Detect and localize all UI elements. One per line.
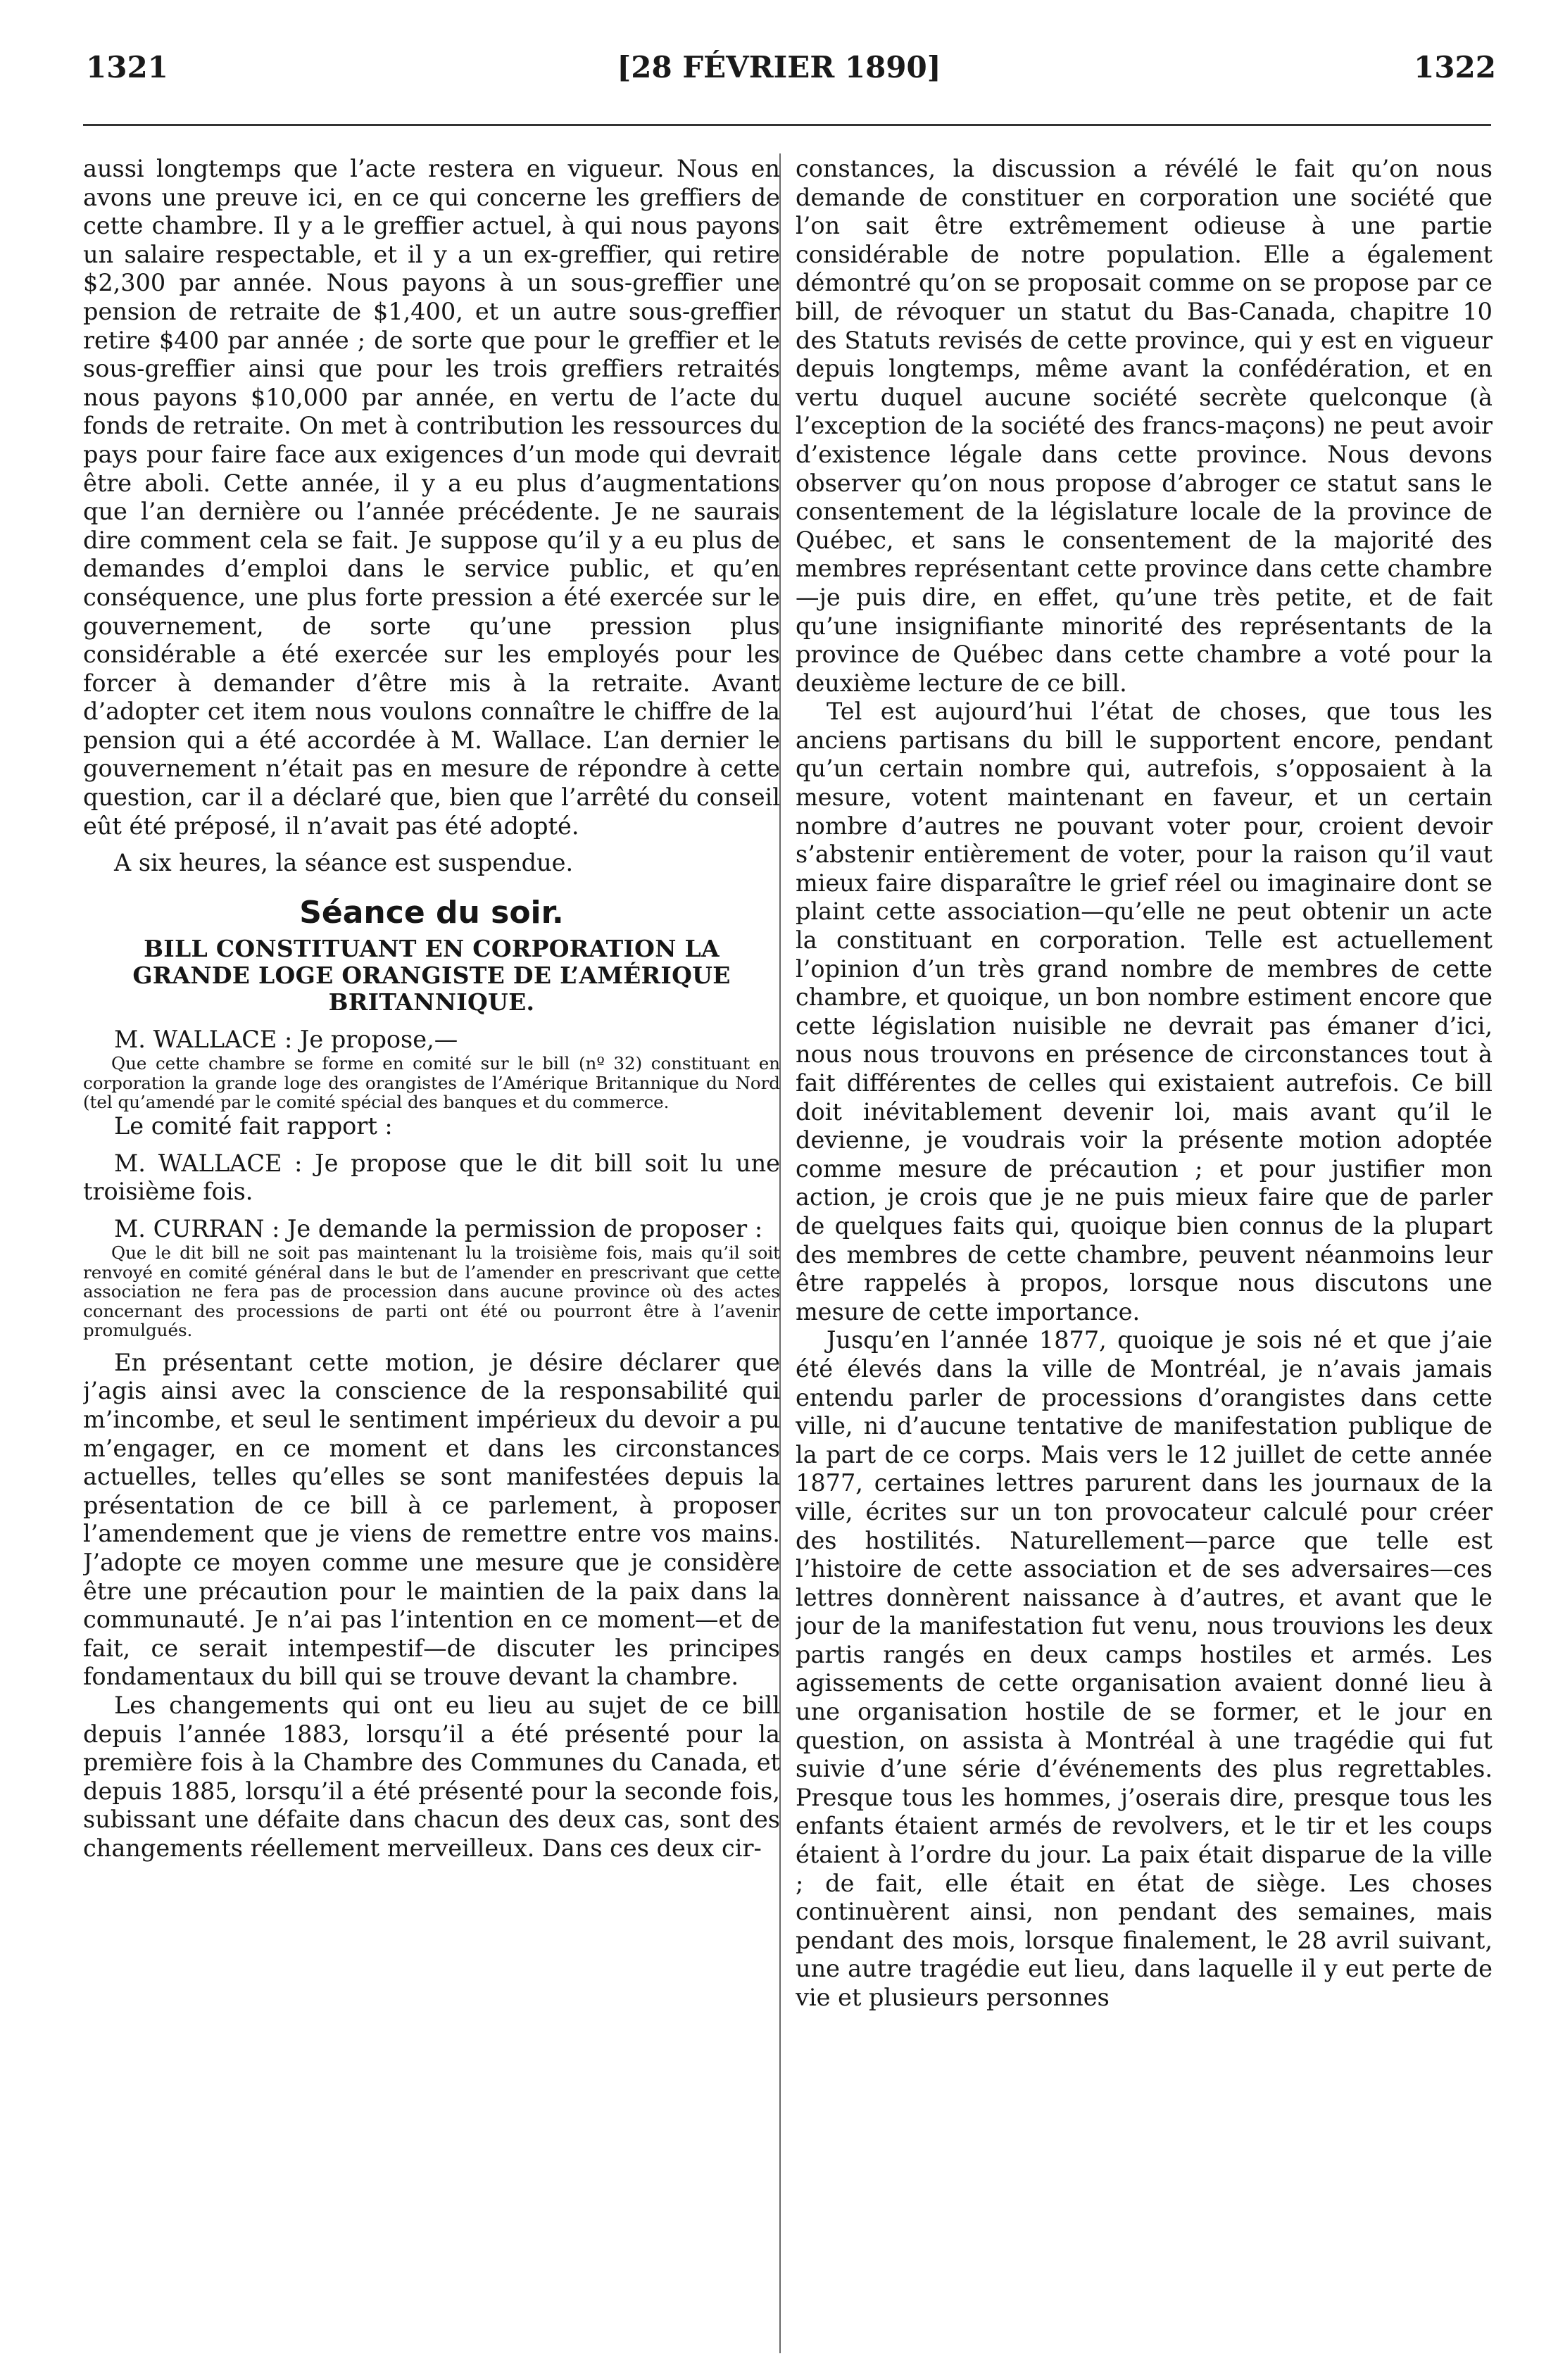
left-column xyxy=(83,155,780,2351)
paragraph: M. WALLACE : Je propose,— xyxy=(114,1025,458,1053)
motion-text: Que cette chambre se forme en comité sur le bill (nº 32) constituant en corporation la grande loge des orangistes de l’Amérique Britannique du Nord (tel qu’amendé par le comité spécial des banques et du commerce. xyxy=(83,1053,780,1113)
left-page-number: 1321 xyxy=(86,50,168,84)
paragraph: Le comité fait rapport : xyxy=(114,1112,393,1140)
paragraph: aussi longtemps que l’acte restera en vigueur. Nous en avons une preuve ici, en ce qui concerne les greffiers de cette chambre. Il y a le greffier actuel, à qui nous payons un salaire respectable, et il y a un ex-greffier, qui retire $2,300 par année. Nous payons à un sous-greffier une pension de retraite de $1,400, et un autre sous-greffier retire $400 par année ; de sorte que pour le greffier et le sous-greffier ainsi que pour les trois greffiers retraités nous payons $10,000 par année, en vertu de l’acte du fonds de retraite. On met à contribution les ressources du pays pour faire face aux exigences d’un mode qui devrait être aboli. Cette année, il y a eu plus d’augmentations que l’an dernière ou l’année précédente. Je ne saurais dire comment cela se fait. Je suppose qu’il y a eu plus de demandes d’emploi dans le service public, et qu’en conséquence, une plus forte pression a été exercée sur le gouvernement, de sorte qu’une pression plus considérable a été exercée sur les employés pour les forcer à demander d’être mis à la retraite. Avant d’adopter cet item nous voulons connaître le chiffre de la pension qui a été accordée à M. Wallace. L’an dernier le gouvernement n’était pas en mesure de répondre à cette question, car il a déclaré que, bien que l’arrêté du conseil eût été préposé, il n’avait pas été adopté. xyxy=(83,155,780,840)
motion-text: Que le dit bill ne soit pas maintenant lu la troisième fois, mais qu’il soit renvoyé en comité général dans le but de l’amender en prescrivant que cette association ne fera pas de procession dans aucune province où des actes concernant des processions de parti ont été ou pourront être à l’avenir promulgués. xyxy=(83,1242,780,1341)
paragraph: Les changements qui ont eu lieu au sujet de ce bill depuis l’année 1883, lorsqu’il a été présenté pour la première fois à la Chambre des Communes du Canada, et depuis 1885, lorsqu’il a été présenté pour la seconde fois, subissant une défaite dans chacun des deux cas, sont des changements réellement merveilleux. Dans ces deux cir- xyxy=(83,1691,780,1862)
paragraph: M. WALLACE : Je propose que le dit bill soit lu une troisième fois. xyxy=(83,1149,780,1206)
date-heading: [28 FÉVRIER 1890] xyxy=(617,50,941,84)
paragraph: Jusqu’en l’année 1877, quoique je sois né et que j’aie été élevés dans la ville de Montréal, je n’avais jamais entendu parler de processions d’orangistes dans cette ville, ni d’aucune tentative de manifestation publique de la part de ce corps. Mais vers le 12 juillet de cette année 1877, certaines lettres parurent dans les journaux de la ville, écrites sur un ton provocateur calculé pour créer des hostilités. Naturellement—parce que telle est l’histoire de cette association et de ses adversaires—ces lettres donnèrent naissance à d’autres, et avant que le jour de la manifestation fut venu, nous trouvions les deux partis rangés en deux camps hostiles et armés. Les agissements de cette organisation avaient donné lieu à une organisation hostile de se former, et le jour en question, on assista à Montréal à une tragédie qui fut suivie d’une série d’événements des plus regrettables. Presque tous les hommes, j’oserais dire, presque tous les enfants étaient armés de revolvers, et le tir et les coups étaient à l’ordre du jour. La paix était disparue de la ville ; de fait, elle était en état de siège. Les choses continuèrent ainsi, non pendant des semaines, mais pendant des mois, lorsque finalement, le 28 avril suivant, une autre tragédie eut lieu, dans laquelle il y eut perte de vie et plusieurs personnes xyxy=(796,1326,1493,2011)
bill-heading: BILL CONSTITUANT EN CORPORATION LA GRANDE LOGE ORANGISTE DE L’AMÉRIQUE BRITANNIQUE. xyxy=(132,934,731,1016)
paragraph: En présentant cette motion, je désire déclarer que j’agis ainsi avec la conscience de la responsabilité qui m’incombe, et seul le sentiment impérieux du devoir a pu m’engager, en ce moment et dans les circonstances actuelles, telles qu’elles se sont manifestées depuis la présentation de ce bill à ce parlement, à proposer l’amendement que je viens de remettre entre vos mains. J’adopte ce moyen comme une mesure que je considère être une précaution pour le maintien de la paix dans la communauté. Je n’ai pas l’intention en ce moment—et de fait, ce serait intempestif—de discuter les principes fondamentaux du bill qui se trouve devant la chambre. xyxy=(83,1348,780,1691)
right-column xyxy=(796,155,1493,2351)
right-page-number: 1322 xyxy=(1414,50,1496,84)
paragraph: A six heures, la séance est suspendue. xyxy=(114,849,574,877)
paragraph: M. CURRAN : Je demande la permission de proposer : xyxy=(114,1214,763,1242)
section-title: Séance du soir. xyxy=(299,894,564,931)
page-header xyxy=(0,0,1558,141)
header-rule xyxy=(83,124,1491,126)
paragraph: Tel est aujourd’hui l’état de choses, que tous les anciens partisans du bill le supportent encore, pendant qu’un certain nombre qui, autrefois, s’opposaient à la mesure, votent maintenant en faveur, et un certain nombre d’autres ne pouvant voter pour, croient devoir s’abstenir entièrement de voter, pour la raison qu’il vaut mieux faire disparaître le grief réel ou imaginaire dont se plaint cette association—qu’elle ne peut obtenir un acte la constituant en corporation. Telle est actuellement l’opinion d’un très grand nombre de membres de cette chambre, et quoique, un bon nombre estiment encore que cette législation nuisible ne devrait pas émaner d’ici, nous nous trouvons en présence de circonstances tout à fait différentes de celles qui existaient autrefois. Ce bill doit inévitablement devenir loi, mais avant qu’il le devienne, je voudrais voir la présente motion adoptée comme mesure de précaution ; et pour justifier mon action, je crois que je ne puis mieux faire que de parler de quelques faits qui, quoique bien connus de la plupart des membres de cette chambre, peuvent néanmoins leur être rappelés à propos, lorsque nous discutons une mesure de cette importance. xyxy=(796,698,1493,1326)
paragraph: constances, la discussion a révélé le fait qu’on nous demande de constituer en corporation une société que l’on sait être extrêmement odieuse à une partie considérable de notre population. Elle a également démontré qu’on se proposait comme on se propose par ce bill, de révoquer un statut du Bas-Canada, chapitre 10 des Statuts revisés de cette province, qui y est en vigueur depuis longtemps, même avant la confédération, et en vertu duquel aucune société secrète quelconque (à l’exception de la société des francs-maçons) ne peut avoir d’existence légale dans cette province. Nous devons observer qu’on nous propose d’abroger ce statut sans le consentement de la législature locale de la province de Québec, et sans le consentement de la majorité des membres représentant cette province dans cette chambre—je puis dire, en effet, qu’une très petite, et de fait qu’une insignifiante minorité des représentants de la province de Québec dans cette chambre a voté pour la deuxième lecture de ce bill. xyxy=(796,155,1493,697)
